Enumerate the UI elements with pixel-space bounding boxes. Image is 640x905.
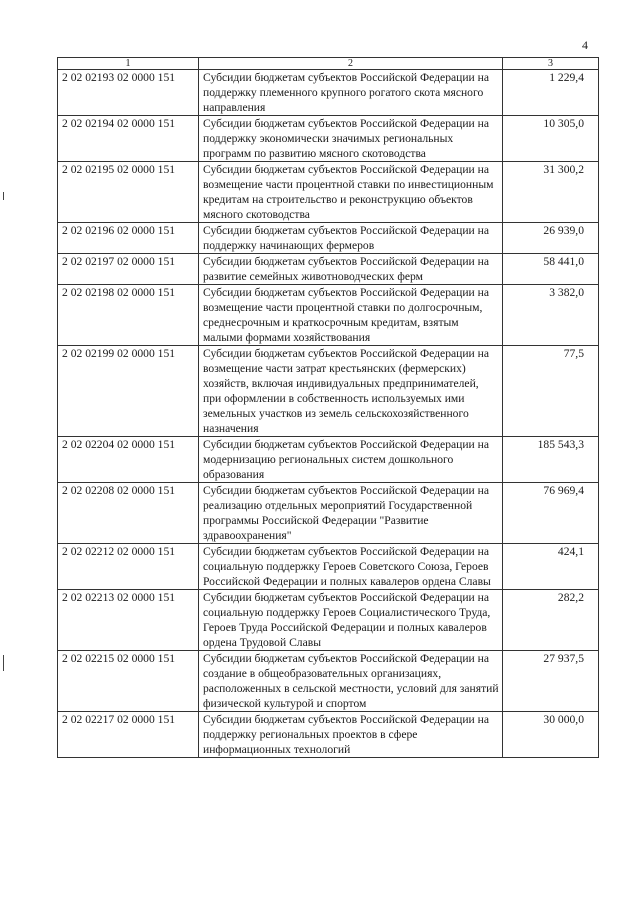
description-cell: Субсидии бюджетам субъектов Российской Федерации на развитие семейных животноводческих ферм — [199, 254, 503, 285]
page-number: 4 — [582, 38, 588, 52]
table-row — [58, 483, 599, 544]
description-cell: Субсидии бюджетам субъектов Российской Федерации на поддержку начинающих фермеров — [199, 223, 503, 254]
amount-cell: 1 229,4 — [503, 70, 599, 116]
description-cell: Субсидии бюджетам субъектов Российской Федерации на социальную поддержку Героев Советского Союза, Героев Российской Федерации и полных кавалеров ордена Славы — [199, 544, 503, 590]
description-cell: Субсидии бюджетам субъектов Российской Федерации на поддержку племенного крупного рогатого скота мясного направления — [199, 70, 503, 116]
description-cell: Субсидии бюджетам субъектов Российской Федерации на поддержку экономически значимых региональных программ по развитию мясного скотоводства — [199, 116, 503, 162]
description-cell: Субсидии бюджетам субъектов Российской Федерации на реализацию отдельных мероприятий Государственной программы Российской Федерации "Развитие здравоохранения" — [199, 483, 503, 544]
budget-code-cell: 2 02 02213 02 0000 151 — [58, 590, 199, 651]
budget-code-cell: 2 02 02212 02 0000 151 — [58, 544, 199, 590]
budget-code-cell: 2 02 02194 02 0000 151 — [58, 116, 199, 162]
scan-margin-mark — [3, 192, 4, 200]
amount-cell: 3 382,0 — [503, 285, 599, 346]
table-row — [58, 70, 599, 116]
amount-cell: 30 000,0 — [503, 712, 599, 758]
amount-cell: 31 300,2 — [503, 162, 599, 223]
budget-code-cell: 2 02 02197 02 0000 151 — [58, 254, 199, 285]
table-row — [58, 712, 599, 758]
amount-cell: 424,1 — [503, 544, 599, 590]
budget-code-cell: 2 02 02215 02 0000 151 — [58, 651, 199, 712]
budget-code-cell: 2 02 02195 02 0000 151 — [58, 162, 199, 223]
column-number: 2 — [199, 58, 503, 70]
description-cell: Субсидии бюджетам субъектов Российской Федерации на создание в общеобразовательных организациях, расположенных в сельской местности, условий для занятий физической культурой и спортом — [199, 651, 503, 712]
table-row — [58, 285, 599, 346]
table-row — [58, 590, 599, 651]
amount-cell: 26 939,0 — [503, 223, 599, 254]
amount-cell: 77,5 — [503, 346, 599, 437]
column-number: 1 — [58, 58, 199, 70]
description-cell: Субсидии бюджетам субъектов Российской Федерации на возмещение части процентной ставки по долгосрочным, среднесрочным и краткосрочным кредитам, взятым малыми формами хозяйствования — [199, 285, 503, 346]
table-row — [58, 116, 599, 162]
amount-cell: 10 305,0 — [503, 116, 599, 162]
table-row — [58, 223, 599, 254]
budget-code-cell: 2 02 02204 02 0000 151 — [58, 437, 199, 483]
table-row — [58, 651, 599, 712]
column-number-row — [58, 58, 599, 70]
budget-code-cell: 2 02 02217 02 0000 151 — [58, 712, 199, 758]
budget-code-cell: 2 02 02198 02 0000 151 — [58, 285, 199, 346]
amount-cell: 282,2 — [503, 590, 599, 651]
table-row — [58, 346, 599, 437]
table-row — [58, 162, 599, 223]
budget-code-cell: 2 02 02208 02 0000 151 — [58, 483, 199, 544]
table-row — [58, 254, 599, 285]
budget-code-cell: 2 02 02196 02 0000 151 — [58, 223, 199, 254]
budget-code-cell: 2 02 02199 02 0000 151 — [58, 346, 199, 437]
description-cell: Субсидии бюджетам субъектов Российской Федерации на модернизацию региональных систем дошкольного образования — [199, 437, 503, 483]
budget-revenue-table — [57, 57, 599, 758]
amount-cell: 76 969,4 — [503, 483, 599, 544]
description-cell: Субсидии бюджетам субъектов Российской Федерации на социальную поддержку Героев Социалистического Труда, Героев Труда Российской Федерации и полных кавалеров ордена Трудовой Славы — [199, 590, 503, 651]
description-cell: Субсидии бюджетам субъектов Российской Федерации на возмещение части процентной ставки по инвестиционным кредитам на строительство и реконструкцию объектов мясного скотоводства — [199, 162, 503, 223]
amount-cell: 58 441,0 — [503, 254, 599, 285]
amount-cell: 27 937,5 — [503, 651, 599, 712]
table-row — [58, 437, 599, 483]
description-cell: Субсидии бюджетам субъектов Российской Федерации на поддержку региональных проектов в сфере информационных технологий — [199, 712, 503, 758]
column-number: 3 — [503, 58, 599, 70]
amount-cell: 185 543,3 — [503, 437, 599, 483]
budget-code-cell: 2 02 02193 02 0000 151 — [58, 70, 199, 116]
scan-margin-mark — [3, 655, 4, 671]
table-row — [58, 544, 599, 590]
description-cell: Субсидии бюджетам субъектов Российской Федерации на возмещение части затрат крестьянских (фермерских) хозяйств, включая индивидуальных предпринимателей, при оформлении в собственность используемых ими земельных участков из земель сельскохозяйственного назначения — [199, 346, 503, 437]
